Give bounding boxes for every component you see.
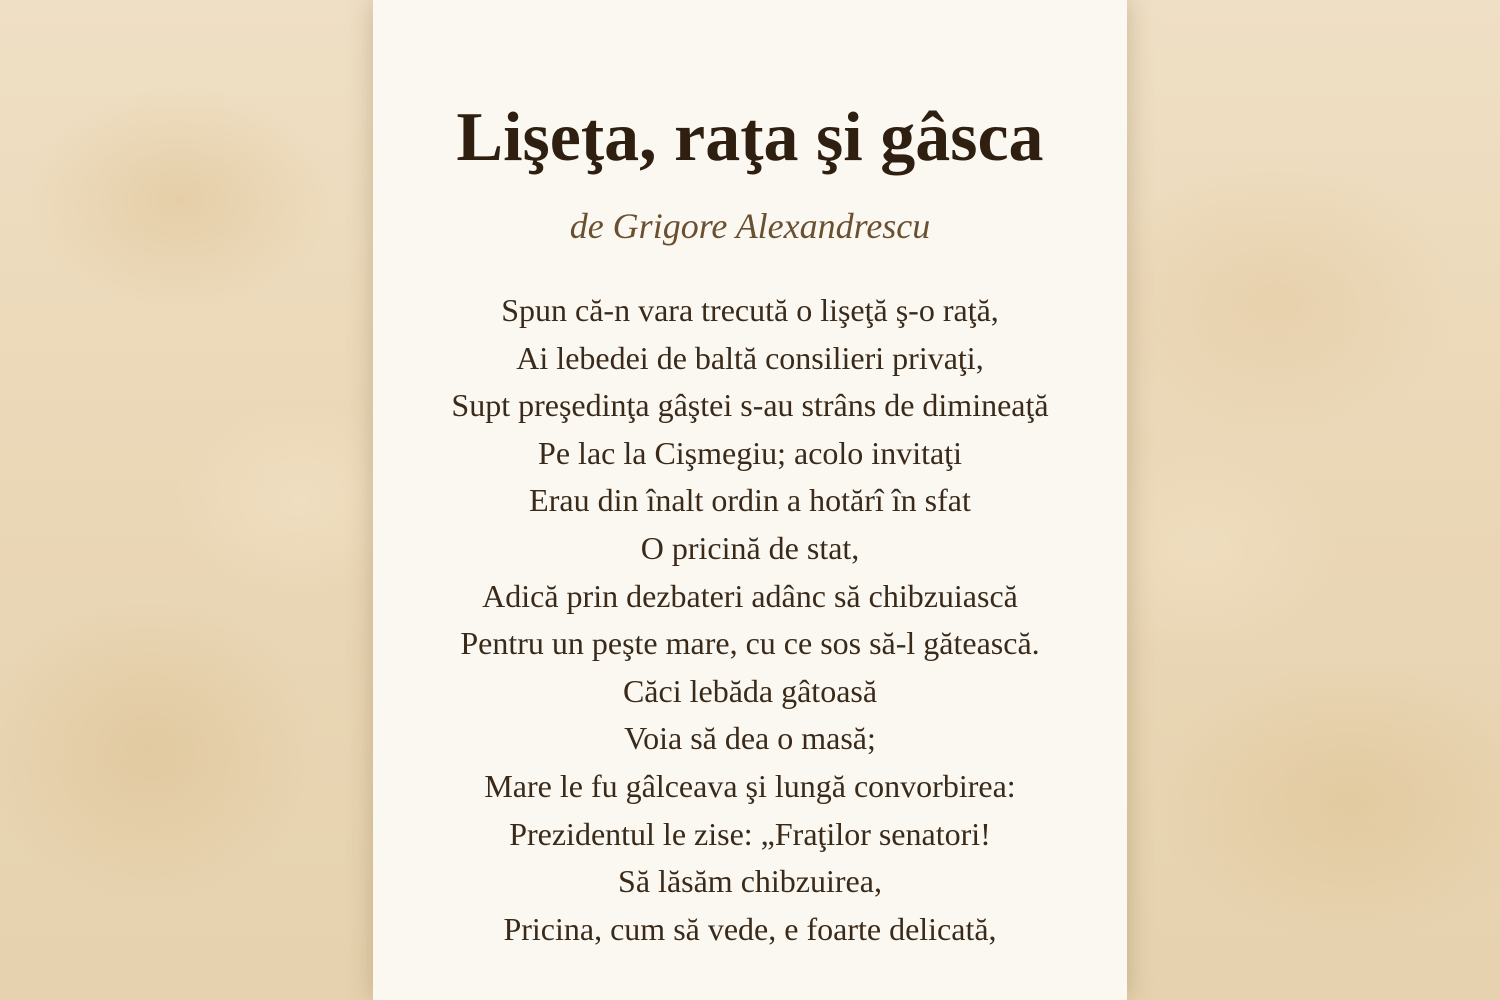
poem-line: Pricina, cum să vede, e foarte delicată, [503,910,997,947]
poem-line: Căci lebăda gâtoasă [622,672,878,709]
poem-body [373,287,1127,953]
poem-line: Să lăsăm chibzuirea, [618,863,882,900]
poem-line: Pentru un peşte mare, cu ce sos să-l gătească. [460,625,1040,662]
poem-author: de Grigore Alexandrescu [569,206,931,246]
poem-line: Mare le fu gâlceava şi lungă convorbirea: [484,767,1016,804]
poem-line: Ai lebedei de baltă consilieri privaţi, [516,339,984,376]
poem-line: Erau din înalt ordin a hotărî în sfat [529,482,971,519]
poem-line: Supt preşedinţa gâştei s-au strâns de dimineaţă [451,387,1049,424]
poem-line: O pricină de stat, [640,529,860,566]
poem-title: Lişeţa, raţa şi gâsca [456,99,1044,176]
poem-line: Voia să dea o masă; [624,720,876,757]
poem-line: Adică prin dezbateri adânc să chibzuiască [482,577,1018,614]
poem-line: Spun că-n vara trecută o lişeţă ş-o raţă, [501,292,999,328]
poem-line: Prezidentul le zise: „Fraţilor senatori! [509,815,991,852]
poem-line: Pe lac la Cişmegiu; acolo invitaţi [538,434,962,471]
poem-page [373,0,1127,1000]
